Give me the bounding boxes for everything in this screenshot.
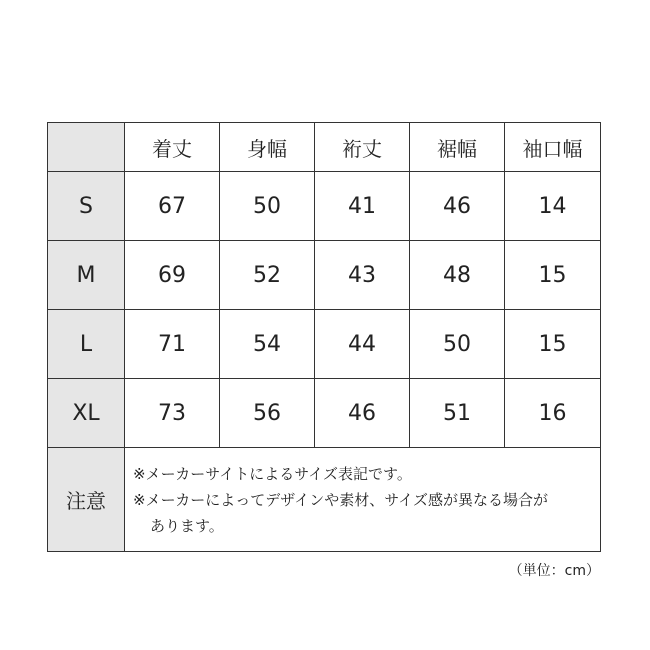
header-row <box>48 123 601 172</box>
table-cell: 46 <box>410 172 505 241</box>
table-cell: 71 <box>125 310 220 379</box>
note-line: ※メーカーによってデザインや素材、サイズ感が異なる場合が <box>133 490 549 509</box>
note-line: あります。 <box>150 516 224 535</box>
table-cell: 43 <box>315 241 410 310</box>
table-cell: 50 <box>410 310 505 379</box>
size-label: M <box>48 241 125 310</box>
unit-note: （単位：cm） <box>508 563 600 579</box>
note-row <box>48 448 601 552</box>
table-cell: 69 <box>125 241 220 310</box>
header-sleeve-length: 裄丈 <box>315 123 410 172</box>
table-cell: 56 <box>220 379 315 448</box>
table-row-l <box>48 310 601 379</box>
size-label: L <box>48 310 125 379</box>
corner-cell <box>48 123 125 172</box>
table-cell: 50 <box>220 172 315 241</box>
table-row-m <box>48 241 601 310</box>
table-cell: 41 <box>315 172 410 241</box>
size-label: XL <box>48 379 125 448</box>
table-cell: 73 <box>125 379 220 448</box>
table-cell: 54 <box>220 310 315 379</box>
header-cuff-width: 袖口幅 <box>505 123 601 172</box>
table-cell: 52 <box>220 241 315 310</box>
note-text <box>125 448 601 552</box>
table-cell: 14 <box>505 172 601 241</box>
table-cell: 15 <box>505 310 601 379</box>
table-cell: 51 <box>410 379 505 448</box>
table-cell: 44 <box>315 310 410 379</box>
table-row-xl <box>48 379 601 448</box>
table-cell: 67 <box>125 172 220 241</box>
header-length: 着丈 <box>125 123 220 172</box>
table-cell: 16 <box>505 379 601 448</box>
table-cell: 15 <box>505 241 601 310</box>
table-row-s <box>48 172 601 241</box>
size-label: S <box>48 172 125 241</box>
table-cell: 48 <box>410 241 505 310</box>
table-cell: 46 <box>315 379 410 448</box>
header-hem-width: 裾幅 <box>410 123 505 172</box>
header-body-width: 身幅 <box>220 123 315 172</box>
size-chart-table <box>47 122 601 552</box>
note-line: ※メーカーサイトによるサイズ表記です。 <box>133 464 412 483</box>
note-label: 注意 <box>48 448 125 552</box>
